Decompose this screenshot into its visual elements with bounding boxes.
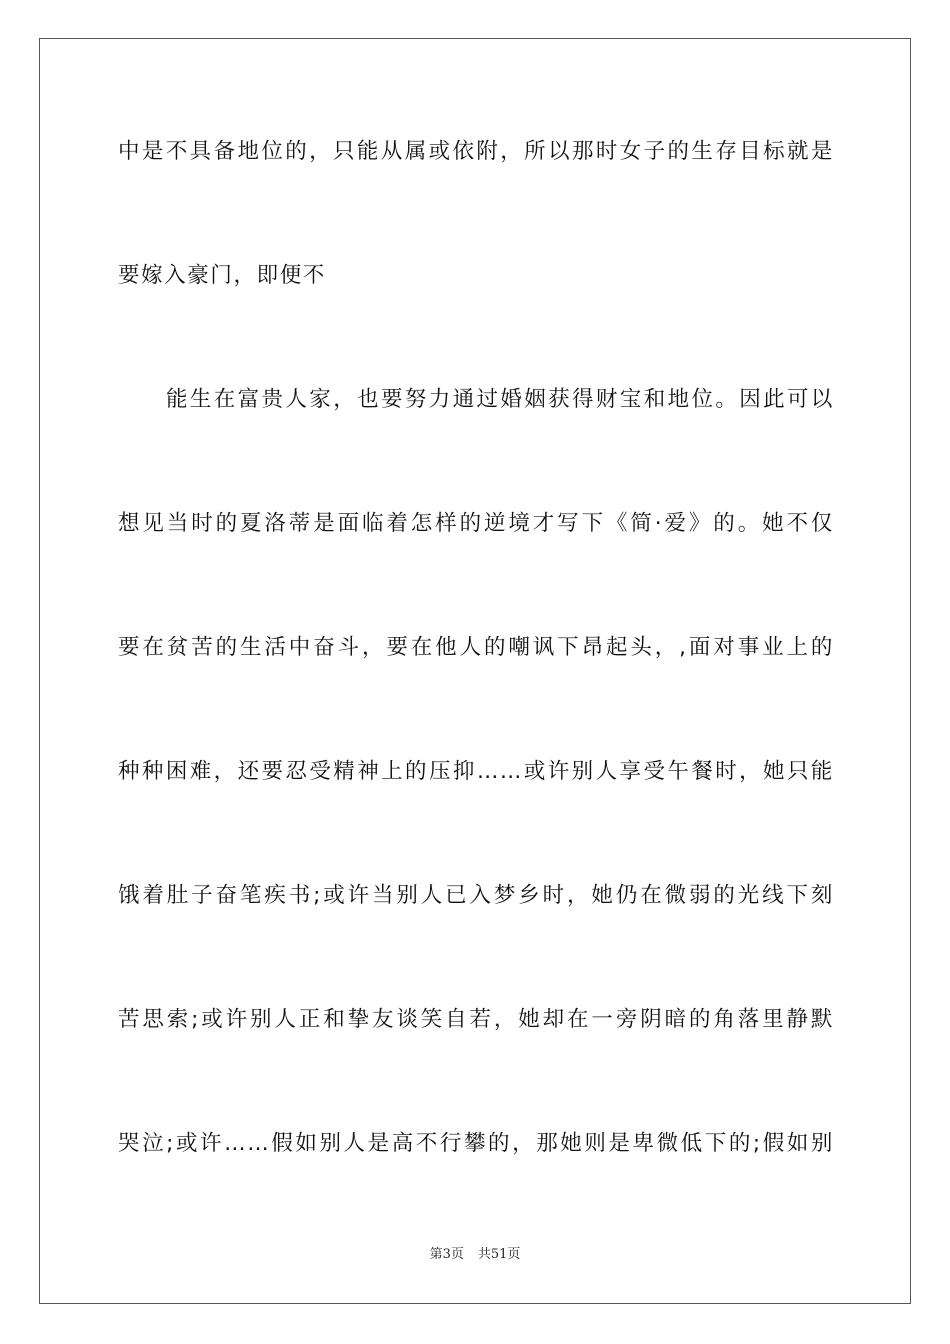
page-number: 第3页 <box>429 1247 464 1262</box>
page-footer <box>0 1246 950 1264</box>
body-line-1: 中是不具备地位的，只能从属或依附，所以那时女子的生存目标就是 <box>118 139 834 164</box>
page-total: 共51页 <box>477 1247 521 1262</box>
body-line-8: 苦思索;或许别人正和挚友谈笑自若，她却在一旁阴暗的角落里静默 <box>118 1007 834 1032</box>
body-line-4: 想见当时的夏洛蒂是面临着怎样的逆境才写下《简·爱》的。她不仅 <box>118 511 834 536</box>
body-line-3: 能生在富贵人家，也要努力通过婚姻获得财宝和地位。因此可以 <box>166 387 834 412</box>
body-line-2: 要嫁入豪门，即便不 <box>118 263 326 288</box>
body-line-5: 要在贫苦的生活中奋斗，要在他人的嘲讽下昂起头，,面对事业上的 <box>118 635 834 660</box>
body-line-6: 种种困难，还要忍受精神上的压抑……或许别人享受午餐时，她只能 <box>118 759 834 784</box>
body-line-9: 哭泣;或许……假如别人是高不行攀的，那她则是卑微低下的;假如别 <box>118 1131 834 1156</box>
body-line-7: 饿着肚子奋笔疾书;或许当别人已入梦乡时，她仍在微弱的光线下刻 <box>118 883 834 908</box>
page-frame <box>39 38 911 1304</box>
